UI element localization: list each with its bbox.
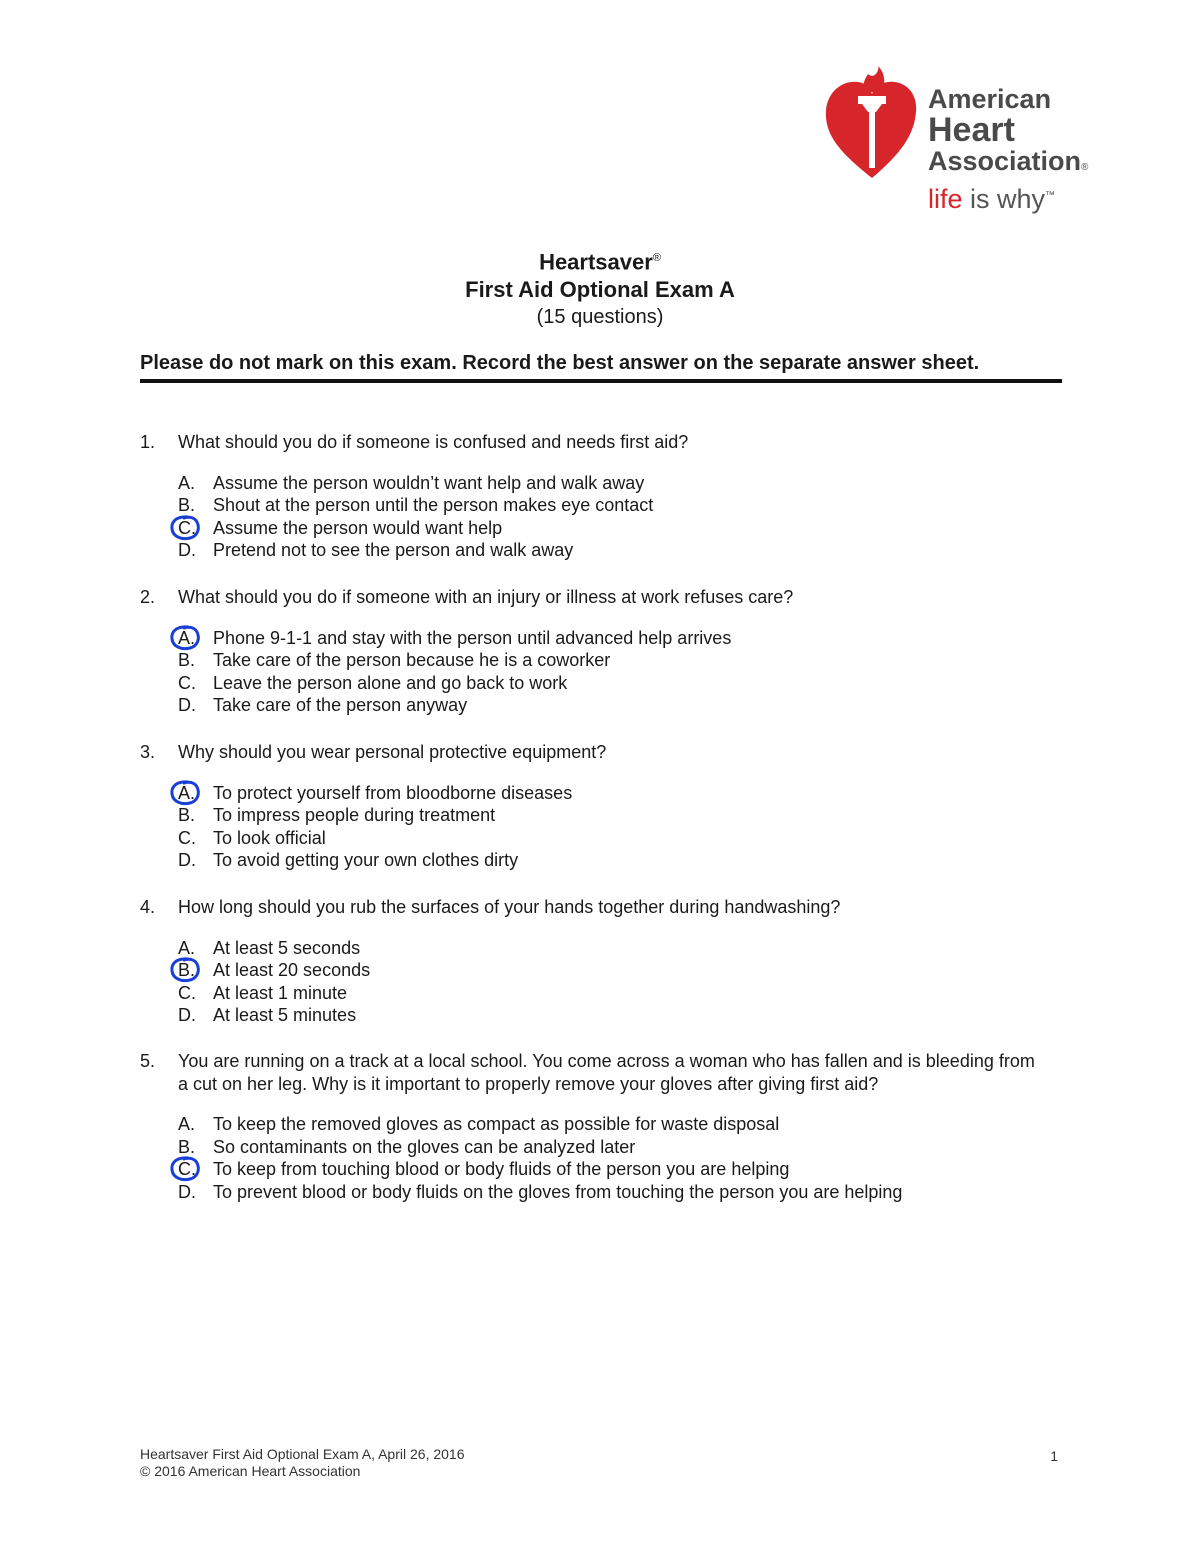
answer-options	[140, 782, 1040, 872]
heart-torch-icon	[822, 66, 922, 184]
option-letter: C.	[178, 1159, 196, 1180]
option-text: To protect yourself from bloodborne diseases	[213, 782, 573, 803]
answer-options	[140, 937, 1040, 1027]
exam-instruction: Please do not mark on this exam. Record the best answer on the separate answer sheet.	[140, 350, 1062, 383]
page-number: 1	[1050, 1448, 1058, 1464]
option-text: Shout at the person until the person makes eye contact	[213, 495, 654, 516]
option-letter: D.	[178, 850, 196, 871]
option-text: Take care of the person anyway	[213, 695, 468, 716]
option-text: Phone 9-1-1 and stay with the person until advanced help arrives	[213, 627, 732, 648]
handwritten-circle-mark	[168, 956, 202, 984]
option-letter: A.	[178, 1114, 196, 1134]
option-letter: D.	[178, 1005, 196, 1026]
logo-line3: Association®	[928, 146, 1089, 176]
answer-options	[140, 627, 1040, 717]
option-letter: C.	[178, 982, 196, 1003]
question-number: 2.	[140, 587, 156, 607]
option-letter: C.	[178, 827, 196, 848]
option-letter: D.	[178, 695, 196, 716]
exam-subtitle: First Aid Optional Exam A	[465, 277, 735, 303]
question-number: 3.	[140, 742, 156, 762]
handwritten-circle-mark	[168, 514, 202, 542]
option-text: Leave the person alone and go back to work	[213, 672, 568, 693]
option-letter: A.	[178, 627, 196, 648]
answer-option	[178, 849, 1040, 872]
option-letter: B.	[178, 1136, 196, 1157]
exam-title-block	[0, 244, 1200, 330]
option-text: To prevent blood or body fluids on the gloves from touching the person you are helping	[213, 1181, 903, 1202]
option-text: To avoid getting your own clothes dirty	[213, 850, 519, 871]
handwritten-circle-mark	[168, 779, 202, 807]
question-text: Why should you wear personal protective equipment?	[178, 742, 607, 762]
question-text: What should you do if someone is confused and needs first aid?	[178, 432, 689, 452]
option-text: At least 1 minute	[213, 982, 348, 1003]
option-text: At least 5 minutes	[213, 1005, 357, 1026]
answer-option	[178, 1136, 1040, 1159]
question-1	[140, 431, 1040, 562]
handwritten-circle-mark	[168, 1155, 202, 1183]
answer-option	[178, 827, 1040, 850]
option-letter: B.	[178, 805, 196, 826]
question-text: What should you do if someone with an injury or illness at work refuses care?	[178, 587, 794, 607]
question-text: You are running on a track at a local school. You come across a woman who has fallen and is bleeding from a cut on her leg. Why is it important to properly remove your gloves after giving first aid?	[178, 1051, 1035, 1094]
answer-options	[140, 472, 1040, 562]
question-number: 4.	[140, 897, 156, 917]
option-text: Pretend not to see the person and walk away	[213, 540, 574, 561]
option-letter: C.	[178, 517, 196, 538]
logo-line2: Heart	[928, 111, 1015, 149]
footer-copyright: © 2016 American Heart Association	[140, 1463, 361, 1479]
option-text: To look official	[213, 827, 326, 848]
question-text: How long should you rub the surfaces of your hands together during handwashing?	[178, 897, 841, 917]
option-letter: D.	[178, 540, 196, 561]
question-number: 5.	[140, 1051, 156, 1071]
option-letter: A.	[178, 937, 196, 958]
answer-option	[178, 982, 1040, 1005]
question-count: (15 questions)	[536, 306, 664, 329]
question-stem	[140, 1050, 1040, 1095]
answer-option	[178, 672, 1040, 695]
aha-wordmark	[928, 84, 1088, 183]
answer-option	[178, 472, 1040, 495]
question-number: 1.	[140, 432, 156, 452]
logo-tagline: life is why™	[928, 184, 1056, 214]
answer-option	[178, 539, 1040, 562]
logo-line1: American	[928, 84, 1052, 114]
option-letter: A.	[178, 472, 196, 493]
answer-option	[178, 1113, 1040, 1136]
page-footer	[140, 1446, 1062, 1480]
option-text: To keep from touching blood or body fluids of the person you are helping	[213, 1159, 790, 1180]
question-5	[140, 1050, 1040, 1203]
question-4	[140, 896, 1040, 1027]
question-stem	[140, 896, 1040, 919]
option-letter: B.	[178, 650, 196, 671]
option-text: At least 20 seconds	[213, 960, 371, 981]
answer-option	[178, 1004, 1040, 1027]
option-letter: B.	[178, 495, 196, 516]
option-letter: B.	[178, 960, 196, 981]
option-text: Assume the person would want help	[213, 517, 503, 538]
answer-option	[178, 804, 1040, 827]
question-stem	[140, 431, 1040, 454]
option-text: At least 5 seconds	[213, 937, 361, 958]
question-2	[140, 586, 1040, 717]
option-letter: D.	[178, 1181, 196, 1202]
answer-option	[178, 694, 1040, 717]
option-text: To keep the removed gloves as compact as possible for waste disposal	[213, 1114, 780, 1134]
exam-title: Heartsaver®	[539, 249, 661, 275]
answer-option	[178, 494, 1040, 517]
question-stem	[140, 741, 1040, 764]
answer-option	[178, 782, 1040, 805]
answer-option	[178, 1158, 1040, 1181]
answer-option	[178, 517, 1040, 540]
option-text: To impress people during treatment	[213, 805, 496, 826]
handwritten-circle-mark	[168, 624, 202, 652]
option-letter: A.	[178, 782, 196, 803]
aha-logo	[822, 66, 1102, 226]
answer-option	[178, 937, 1040, 960]
option-letter: C.	[178, 672, 196, 693]
answer-options	[140, 1113, 1040, 1203]
question-stem	[140, 586, 1040, 609]
question-3	[140, 741, 1040, 872]
footer-doc-title: Heartsaver First Aid Optional Exam A, April 26, 2016	[140, 1446, 465, 1462]
answer-option	[178, 627, 1040, 650]
option-text: Assume the person wouldn’t want help and walk away	[213, 472, 645, 493]
option-text: So contaminants on the gloves can be analyzed later	[213, 1136, 636, 1157]
answer-option	[178, 959, 1040, 982]
option-text: Take care of the person because he is a coworker	[213, 650, 611, 671]
answer-option	[178, 1181, 1040, 1204]
answer-option	[178, 649, 1040, 672]
